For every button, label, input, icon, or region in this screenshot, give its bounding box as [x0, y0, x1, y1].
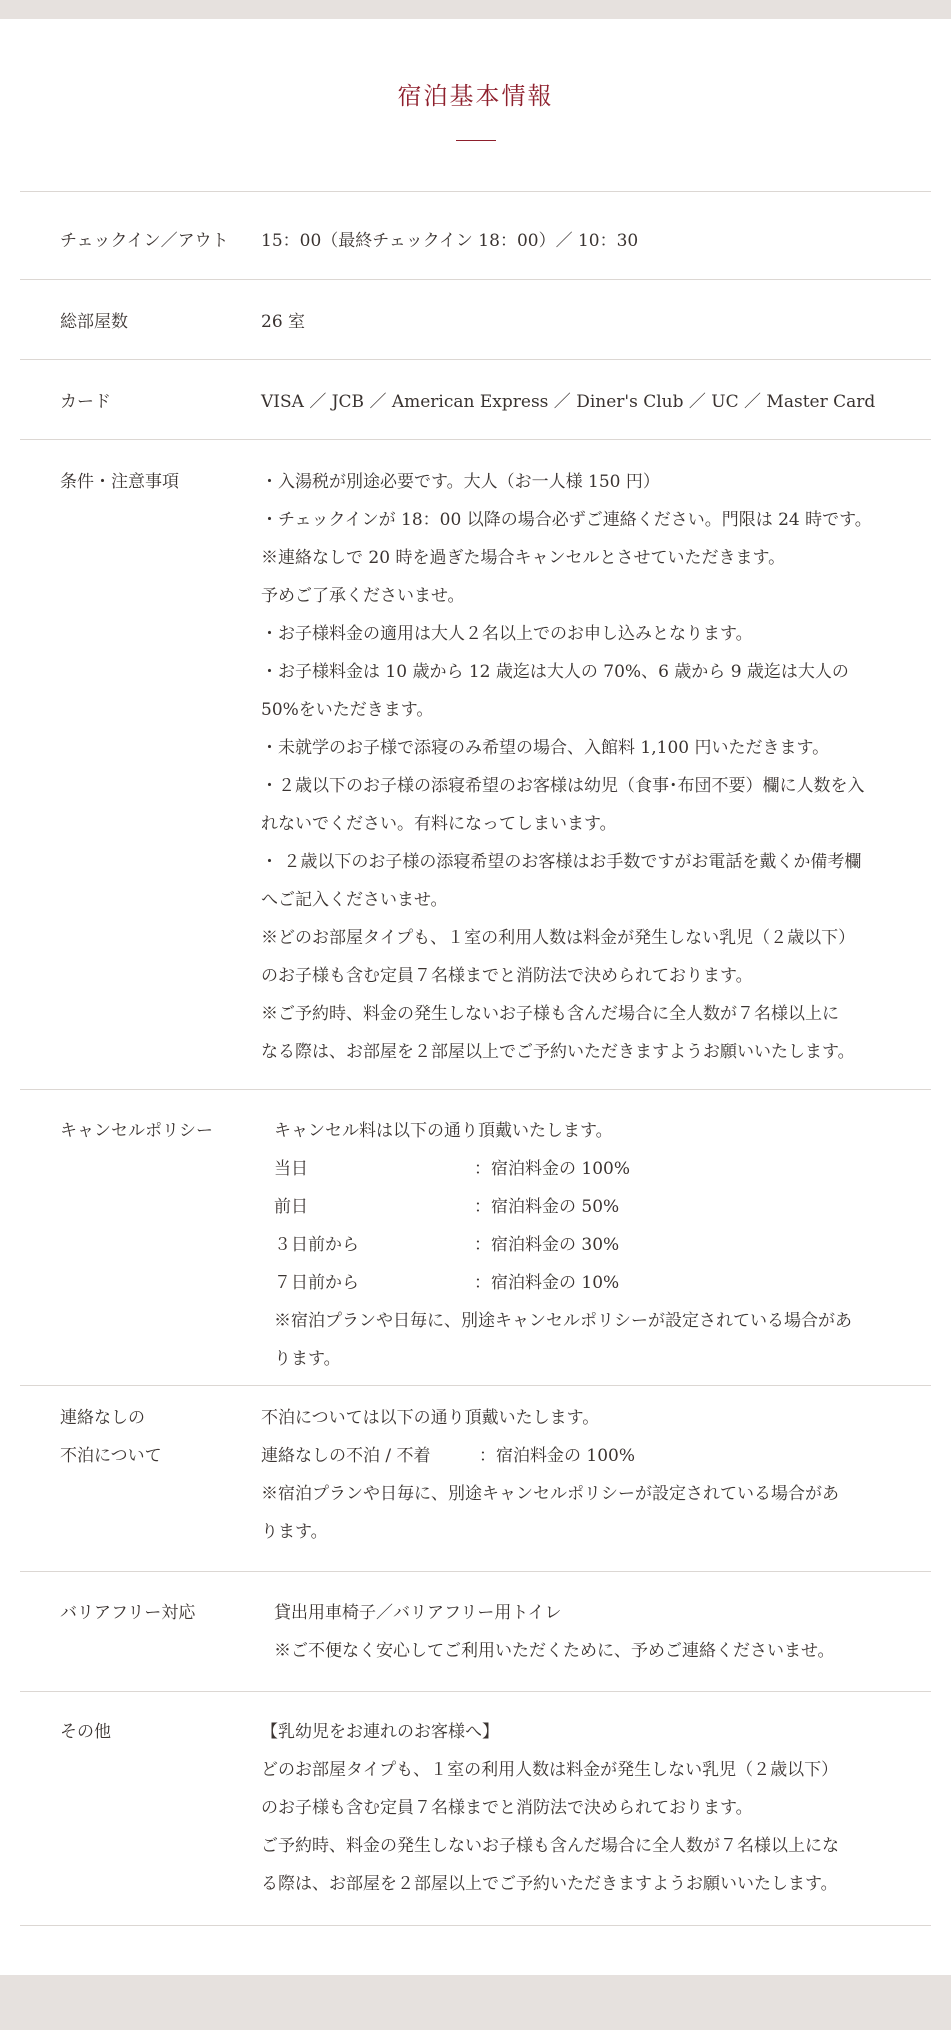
conditions-line: ・チェックインが 18：00 以降の場合必ずご連絡ください。門限は 24 時です。	[261, 510, 872, 530]
conditions-line: ※ご予約時、料金の発生しないお子様も含んだ場合に全人数が７名様以上に	[261, 1004, 839, 1024]
conditions-line: 50%をいただきます。	[261, 700, 434, 720]
cancel-fee-when: ３日前から	[274, 1235, 359, 1255]
cancel-fee-amount: ：宿泊料金の 10%	[474, 1273, 620, 1293]
noshow-fee-row	[261, 1437, 901, 1475]
other-line: のお子様も含む定員７名様までと消防法で決められております。	[261, 1798, 753, 1818]
noshow-note: ります。	[261, 1522, 328, 1542]
conditions-line: ・お子様料金の適用は大人２名以上でのお申し込みとなります。	[261, 624, 753, 644]
cancel-fee-when: 前日	[274, 1197, 308, 1217]
other-line: ご予約時、料金の発生しないお子様も含んだ場合に全人数が７名様以上にな	[261, 1836, 839, 1856]
conditions-line: へご記入くださいませ。	[261, 890, 448, 910]
row-divider	[20, 439, 931, 440]
cancel-policy-note: ります。	[274, 1349, 341, 1369]
conditions-line: ・ ２歳以下のお子様の添寝希望のお客様はお手数ですがお電話を戴くか備考欄	[261, 852, 862, 872]
conditions-line: のお子様も含む定員７名様までと消防法で決められております。	[261, 966, 753, 986]
conditions-line: 予めご了承くださいませ。	[261, 586, 465, 606]
conditions-line: ※連絡なしで 20 時を過ぎた場合キャンセルとさせていただきます。	[261, 548, 786, 568]
other-value	[261, 1713, 901, 1903]
conditions-label: 条件・注意事項	[60, 472, 179, 492]
cancel-fee-row	[274, 1264, 904, 1302]
other-label: その他	[60, 1722, 111, 1742]
other-line: る際は、お部屋を２部屋以上でご予約いただきますようお願いいたします。	[261, 1874, 838, 1894]
conditions-line: ・入湯税が別途必要です。大人（お一人様 150 円）	[261, 472, 660, 492]
conditions-line: ・２歳以下のお子様の添寝希望のお客様は幼児（食事･布団不要）欄に人数を入	[261, 776, 865, 796]
checkin-label: チェックイン／アウト	[60, 231, 229, 251]
conditions-line: なる際は、お部屋を２部屋以上でご予約いただきますようお願いいたします。	[261, 1042, 855, 1062]
barrierfree-value	[274, 1594, 904, 1670]
cancel-fee-row	[274, 1226, 904, 1264]
noshow-fee-when: 連絡なしの不泊 / 不着	[261, 1446, 431, 1466]
conditions-line: ・未就学のお子様で添寝のみ希望の場合、入館料 1,100 円いただきます。	[261, 738, 830, 758]
cancel-fee-row	[274, 1150, 904, 1188]
title-underline	[456, 140, 496, 141]
cancel-policy-note: ※宿泊プランや日毎に、別途キャンセルポリシーが設定されている場合があ	[274, 1311, 852, 1331]
conditions-line: ・お子様料金は 10 歳から 12 歳迄は大人の 70%、6 歳から 9 歳迄は大人の	[261, 662, 849, 682]
noshow-label	[60, 1399, 162, 1475]
cancel-policy-label: キャンセルポリシー	[60, 1121, 213, 1141]
conditions-value	[261, 463, 901, 1071]
row-divider	[20, 1691, 931, 1692]
cancel-fee-when: ７日前から	[274, 1273, 359, 1293]
cancel-policy-intro: キャンセル料は以下の通り頂戴いたします。	[274, 1121, 613, 1141]
conditions-line: れないでください。有料になってしまいます。	[261, 814, 617, 834]
barrierfree-label: バリアフリー対応	[60, 1603, 196, 1623]
noshow-fee-amount: ：宿泊料金の 100%	[479, 1446, 636, 1466]
row-divider	[20, 191, 931, 192]
rooms-label: 総部屋数	[60, 312, 128, 332]
cancel-fee-when: 当日	[274, 1159, 308, 1179]
noshow-note: ※宿泊プランや日毎に、別途キャンセルポリシーが設定されている場合があ	[261, 1484, 839, 1504]
barrierfree-line: 貸出用車椅子／バリアフリー用トイレ	[274, 1603, 562, 1623]
page-title: 宿泊基本情報	[397, 82, 554, 110]
cancel-fee-amount: ：宿泊料金の 50%	[474, 1197, 620, 1217]
noshow-value	[261, 1399, 901, 1551]
conditions-line: ※どのお部屋タイプも、１室の利用人数は料金が発生しない乳児（２歳以下）	[261, 928, 856, 948]
row-divider	[20, 1385, 931, 1386]
rooms-value: 26 室	[261, 312, 306, 332]
other-line: どのお部屋タイプも、１室の利用人数は料金が発生しない乳児（２歳以下）	[261, 1760, 839, 1780]
row-divider	[20, 1925, 931, 1926]
card-value: VISA ／ JCB ／ American Express ／ Diner's Club ／ UC ／ Master Card	[261, 392, 876, 412]
noshow-label-line: 連絡なしの	[60, 1408, 145, 1428]
card-label: カード	[60, 392, 111, 412]
cancel-policy-value	[274, 1112, 904, 1378]
noshow-label-line: 不泊について	[60, 1446, 162, 1466]
row-divider	[20, 279, 931, 280]
row-divider	[20, 1089, 931, 1090]
cancel-fee-amount: ：宿泊料金の 30%	[474, 1235, 620, 1255]
noshow-intro: 不泊については以下の通り頂戴いたします。	[261, 1408, 600, 1428]
barrierfree-line: ※ご不便なく安心してご利用いただくために、予めご連絡くださいませ。	[274, 1641, 835, 1661]
row-divider	[20, 1571, 931, 1572]
row-divider	[20, 359, 931, 360]
checkin-value: 15：00（最終チェックイン 18：00）／ 10：30	[261, 231, 639, 251]
cancel-fee-row	[274, 1188, 904, 1226]
cancel-fee-amount: ：宿泊料金の 100%	[474, 1159, 631, 1179]
other-line: 【乳幼児をお連れのお客様へ】	[261, 1722, 499, 1742]
